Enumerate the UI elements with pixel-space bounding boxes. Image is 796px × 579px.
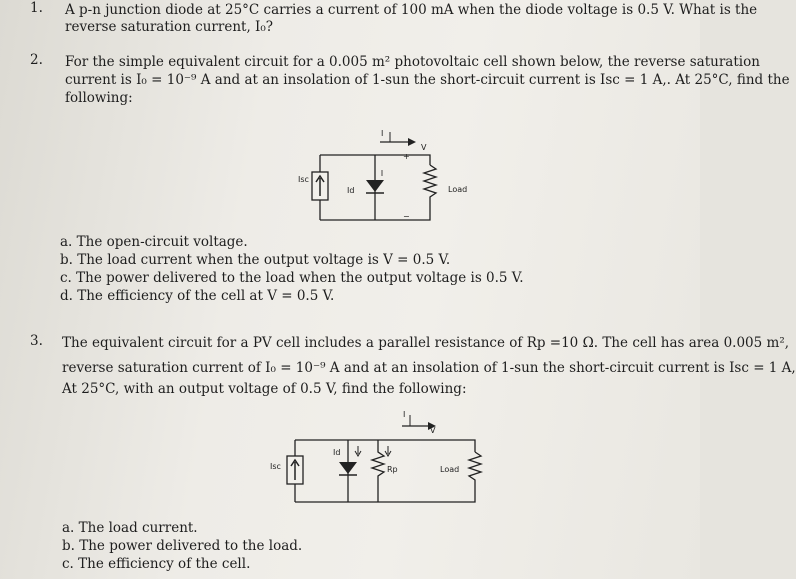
q3-line3: At 25°C, with an output voltage of 0.5 V, find the following: — [62, 381, 467, 397]
q2-item-d: d. The efficiency of the cell at V = 0.5 V. — [60, 288, 335, 304]
c3-id-label: Id — [333, 448, 341, 457]
c2-isc-label: Isc — [298, 175, 309, 184]
q2-line1: For the simple equivalent circuit for a 0.005 m² photovoltaic cell shown below, the reverse saturation — [65, 54, 760, 70]
c2-load-label: Load — [448, 185, 468, 194]
circuit-diagram-3 — [270, 410, 500, 520]
c3-rp-label: Rp — [387, 465, 398, 474]
c2-id-label: Id — [347, 186, 355, 195]
q3-item-b: b. The power delivered to the load. — [62, 538, 303, 554]
q3-item-c: c. The efficiency of the cell. — [62, 556, 251, 572]
q1-line1: A p-n junction diode at 25°C carries a current of 100 mA when the diode voltage is 0.5 V. What is the — [65, 2, 758, 18]
q1-line2: reverse saturation current, I₀? — [65, 19, 274, 35]
q2-line2: current is I₀ = 10⁻⁹ A and at an insolation of 1-sun the short-circuit current is Isc = 1 A,. At 25°C, find the — [65, 72, 790, 88]
q2-item-c: c. The power delivered to the load when the output voltage is 0.5 V. — [60, 270, 524, 286]
q1-number: 1. — [30, 0, 43, 16]
q2-number: 2. — [30, 52, 43, 68]
q3-line2: reverse saturation current of I₀ = 10⁻⁹ A and at an insolation of 1-sun the short-circuit current is Isc = 1 A, — [62, 360, 796, 376]
q2-item-a: a. The open-circuit voltage. — [60, 234, 248, 250]
c2-v-label: V — [421, 143, 427, 152]
c3-load-label: Load — [440, 465, 460, 474]
c3-i-label: I — [403, 410, 406, 419]
diode-symbol — [366, 180, 384, 192]
c2-plus-label: + — [403, 152, 410, 161]
q2-line3: following: — [65, 90, 133, 106]
c3-v-label: V — [430, 426, 436, 435]
c2-minus-label: − — [403, 212, 410, 221]
c3-isc-label: Isc — [270, 462, 281, 471]
q2-item-b: b. The load current when the output voltage is V = 0.5 V. — [60, 252, 451, 268]
q3-number: 3. — [30, 333, 43, 349]
q3-item-a: a. The load current. — [62, 520, 198, 536]
c2-i-label: I — [381, 129, 384, 138]
q3-line1: The equivalent circuit for a PV cell includes a parallel resistance of Rp =10 Ω. The cell has area 0.005 m², — [62, 335, 790, 351]
current-arrow-head — [408, 138, 416, 146]
